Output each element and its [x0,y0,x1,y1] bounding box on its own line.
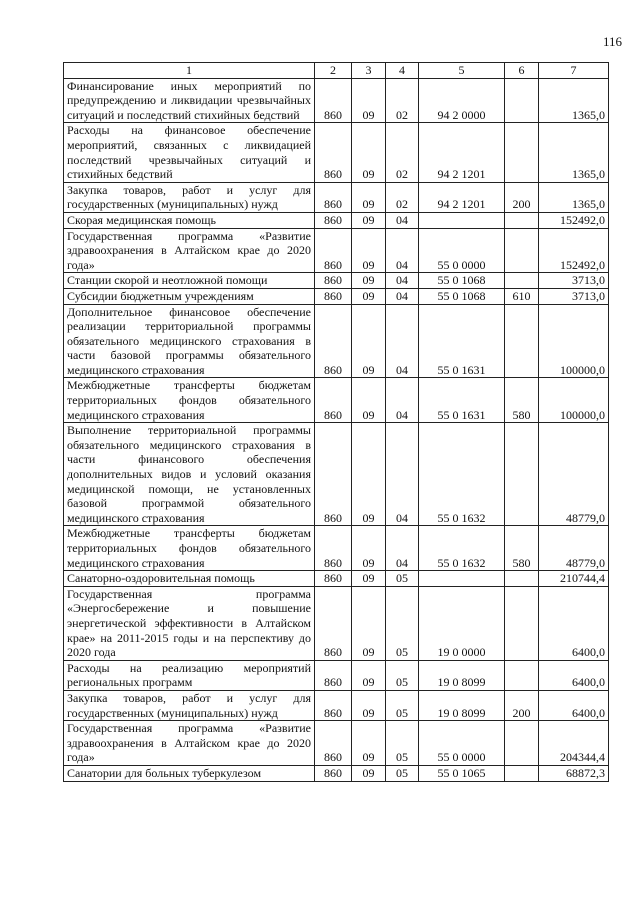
expense-type [505,571,539,587]
expense-type [505,721,539,766]
column-header: 6 [505,63,539,79]
subsection-code: 05 [386,586,419,660]
table-row [64,765,609,781]
row-name: Санаторно-оздоровительная помощь [64,571,315,587]
row-name: Станции скорой и неотложной помощи [64,273,315,289]
table-row [64,123,609,182]
target-article: 94 2 0000 [419,78,505,123]
row-name: Межбюджетные трансферты бюджетам территориальных фондов обязательного медицинского страхования [64,526,315,571]
subsection-code: 04 [386,304,419,378]
expense-type [505,423,539,526]
admin-code: 860 [315,378,352,423]
section-code: 09 [352,288,386,304]
amount: 48779,0 [539,526,609,571]
admin-code: 860 [315,273,352,289]
table-row [64,586,609,660]
target-article: 55 0 0000 [419,721,505,766]
target-article: 55 0 1068 [419,288,505,304]
target-article: 19 0 8099 [419,660,505,690]
amount: 152492,0 [539,228,609,273]
budget-table [63,62,609,782]
subsection-code: 04 [386,212,419,228]
table-row [64,660,609,690]
amount: 100000,0 [539,378,609,423]
column-header: 7 [539,63,609,79]
subsection-code: 05 [386,765,419,781]
admin-code: 860 [315,182,352,212]
admin-code: 860 [315,690,352,720]
subsection-code: 02 [386,123,419,182]
row-name: Санатории для больных туберкулезом [64,765,315,781]
expense-type: 200 [505,182,539,212]
row-name: Субсидии бюджетным учреждениям [64,288,315,304]
amount: 6400,0 [539,660,609,690]
amount: 204344,4 [539,721,609,766]
expense-type [505,212,539,228]
section-code: 09 [352,182,386,212]
table-row [64,212,609,228]
admin-code: 860 [315,586,352,660]
table-row [64,378,609,423]
expense-type: 610 [505,288,539,304]
target-article: 55 0 1068 [419,273,505,289]
table-row [64,78,609,123]
expense-type: 580 [505,526,539,571]
admin-code: 860 [315,423,352,526]
section-code: 09 [352,273,386,289]
amount: 210744,4 [539,571,609,587]
table-row [64,304,609,378]
target-article: 55 0 1631 [419,304,505,378]
admin-code: 860 [315,304,352,378]
admin-code: 860 [315,721,352,766]
amount: 48779,0 [539,423,609,526]
subsection-code: 05 [386,571,419,587]
subsection-code: 02 [386,78,419,123]
amount: 1365,0 [539,78,609,123]
expense-type [505,304,539,378]
row-name: Закупка товаров, работ и услуг для государственных (муниципальных) нужд [64,690,315,720]
target-article [419,212,505,228]
target-article: 55 0 1632 [419,526,505,571]
row-name: Межбюджетные трансферты бюджетам территориальных фондов обязательного медицинского страхования [64,378,315,423]
table-row [64,182,609,212]
amount: 152492,0 [539,212,609,228]
section-code: 09 [352,378,386,423]
table-row [64,721,609,766]
table-row [64,273,609,289]
column-header: 1 [64,63,315,79]
row-name: Дополнительное финансовое обеспечение реализации территориальной программы обязательного медицинского страхования в части базовой программы обязательного медицинского страхования [64,304,315,378]
subsection-code: 05 [386,690,419,720]
expense-type [505,660,539,690]
amount: 1365,0 [539,182,609,212]
section-code: 09 [352,304,386,378]
subsection-code: 05 [386,660,419,690]
admin-code: 860 [315,123,352,182]
expense-type [505,123,539,182]
section-code: 09 [352,721,386,766]
admin-code: 860 [315,228,352,273]
row-name: Закупка товаров, работ и услуг для государственных (муниципальных) нужд [64,182,315,212]
admin-code: 860 [315,526,352,571]
expense-type [505,228,539,273]
row-name: Государственная программа «Развитие здравоохранения в Алтайском крае до 2020 года» [64,228,315,273]
admin-code: 860 [315,765,352,781]
column-header: 3 [352,63,386,79]
subsection-code: 04 [386,228,419,273]
amount: 3713,0 [539,288,609,304]
section-code: 09 [352,586,386,660]
row-name: Скорая медицинская помощь [64,212,315,228]
expense-type [505,765,539,781]
expense-type: 580 [505,378,539,423]
subsection-code: 02 [386,182,419,212]
row-name: Выполнение территориальной программы обязательного медицинского страхования в части финансового обеспечения дополнительных видов и условий оказания медицинской помощи, не установленных базовой программой обязательного медицинского страхования [64,423,315,526]
section-code: 09 [352,78,386,123]
target-article: 94 2 1201 [419,182,505,212]
admin-code: 860 [315,212,352,228]
section-code: 09 [352,571,386,587]
column-header: 5 [419,63,505,79]
column-header: 4 [386,63,419,79]
target-article: 55 0 0000 [419,228,505,273]
target-article: 55 0 1065 [419,765,505,781]
admin-code: 860 [315,288,352,304]
target-article [419,571,505,587]
expense-type [505,273,539,289]
section-code: 09 [352,526,386,571]
table-row [64,288,609,304]
section-code: 09 [352,690,386,720]
section-code: 09 [352,228,386,273]
row-name: Расходы на финансовое обеспечение мероприятий, связанных с ликвидацией последствий чрезвычайных ситуаций и стихийных бедствий [64,123,315,182]
row-name: Государственная программа «Развитие здравоохранения в Алтайском крае до 2020 года» [64,721,315,766]
expense-type: 200 [505,690,539,720]
subsection-code: 05 [386,721,419,766]
amount: 68872,3 [539,765,609,781]
table-row [64,228,609,273]
row-name: Финансирование иных мероприятий по предупреждению и ликвидации чрезвычайных ситуаций и последствий стихийных бедствий [64,78,315,123]
section-code: 09 [352,765,386,781]
target-article: 94 2 1201 [419,123,505,182]
table-row [64,690,609,720]
table-row [64,571,609,587]
section-code: 09 [352,123,386,182]
amount: 100000,0 [539,304,609,378]
amount: 6400,0 [539,586,609,660]
table-row [64,526,609,571]
column-header: 2 [315,63,352,79]
subsection-code: 04 [386,273,419,289]
admin-code: 860 [315,571,352,587]
subsection-code: 04 [386,378,419,423]
target-article: 55 0 1631 [419,378,505,423]
target-article: 19 0 0000 [419,586,505,660]
row-name: Государственная программа «Энергосбережение и повышение энергетической эффективности в Алтайском крае» на 2011-2015 годы и на перспективу до 2020 года [64,586,315,660]
subsection-code: 04 [386,288,419,304]
page-number: 116 [602,34,622,49]
section-code: 09 [352,660,386,690]
target-article: 19 0 8099 [419,690,505,720]
target-article: 55 0 1632 [419,423,505,526]
subsection-code: 04 [386,526,419,571]
header-row [64,63,609,79]
row-name: Расходы на реализацию мероприятий региональных программ [64,660,315,690]
section-code: 09 [352,212,386,228]
admin-code: 860 [315,78,352,123]
table-row [64,423,609,526]
amount: 6400,0 [539,690,609,720]
section-code: 09 [352,423,386,526]
expense-type [505,78,539,123]
subsection-code: 04 [386,423,419,526]
amount: 3713,0 [539,273,609,289]
amount: 1365,0 [539,123,609,182]
admin-code: 860 [315,660,352,690]
expense-type [505,586,539,660]
